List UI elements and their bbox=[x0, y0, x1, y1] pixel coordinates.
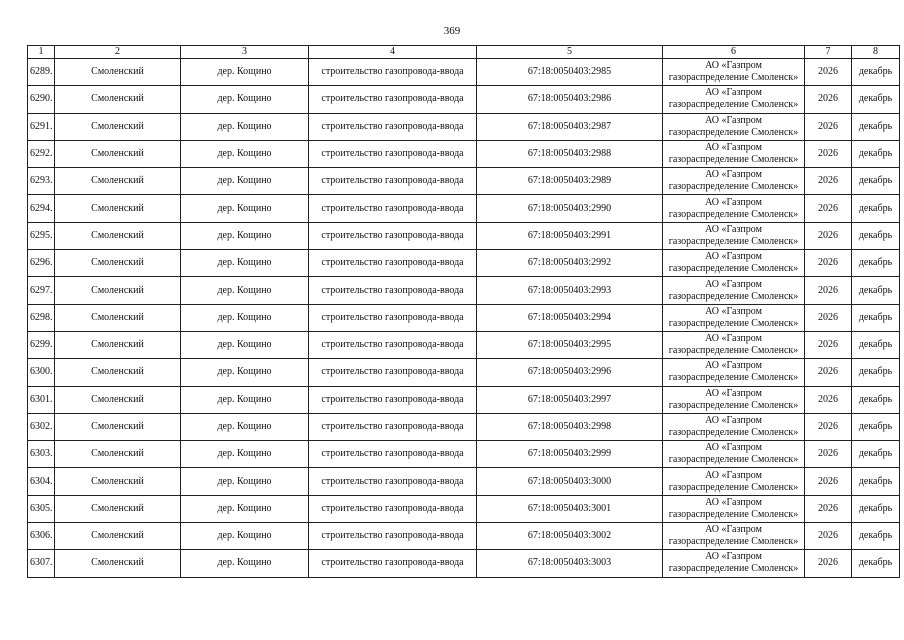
locality-cell: дер. Кощино bbox=[181, 386, 309, 413]
organization-line-1: АО «Газпром bbox=[705, 87, 762, 99]
table-row bbox=[28, 495, 900, 522]
row-number: 6302. bbox=[28, 413, 55, 440]
column-header-4: 4 bbox=[309, 46, 477, 59]
district-cell: Смоленский bbox=[55, 304, 181, 331]
year-cell: 2026 bbox=[805, 441, 852, 468]
district-cell: Смоленский bbox=[55, 140, 181, 167]
organization-line-2: газораспределение Смоленск» bbox=[668, 126, 799, 138]
row-number: 6289. bbox=[28, 59, 55, 86]
year-cell: 2026 bbox=[805, 468, 852, 495]
organization-cell bbox=[663, 277, 805, 304]
organization-line-2: газораспределение Смоленск» bbox=[668, 508, 799, 520]
year-cell: 2026 bbox=[805, 59, 852, 86]
organization-line-1: АО «Газпром bbox=[705, 551, 762, 563]
register-table bbox=[27, 45, 900, 578]
cadastral-number-cell: 67:18:0050403:2997 bbox=[477, 386, 663, 413]
organization-line-1: АО «Газпром bbox=[705, 60, 762, 72]
cadastral-number-cell: 67:18:0050403:2990 bbox=[477, 195, 663, 222]
month-cell: декабрь bbox=[852, 168, 900, 195]
locality-cell: дер. Кощино bbox=[181, 304, 309, 331]
organization-line-1: АО «Газпром bbox=[705, 196, 762, 208]
cadastral-number-cell: 67:18:0050403:2996 bbox=[477, 359, 663, 386]
organization-cell bbox=[663, 495, 805, 522]
work-type-cell: строительство газопровода-ввода bbox=[309, 441, 477, 468]
row-number: 6304. bbox=[28, 468, 55, 495]
organization-cell bbox=[663, 222, 805, 249]
district-cell: Смоленский bbox=[55, 195, 181, 222]
district-cell: Смоленский bbox=[55, 495, 181, 522]
locality-cell: дер. Кощино bbox=[181, 331, 309, 358]
locality-cell: дер. Кощино bbox=[181, 359, 309, 386]
locality-cell: дер. Кощино bbox=[181, 523, 309, 550]
row-number: 6305. bbox=[28, 495, 55, 522]
work-type-cell: строительство газопровода-ввода bbox=[309, 359, 477, 386]
table-row bbox=[28, 468, 900, 495]
organization-line-2: газораспределение Смоленск» bbox=[668, 235, 799, 247]
locality-cell: дер. Кощино bbox=[181, 250, 309, 277]
work-type-cell: строительство газопровода-ввода bbox=[309, 86, 477, 113]
organization-cell bbox=[663, 304, 805, 331]
year-cell: 2026 bbox=[805, 222, 852, 249]
organization-cell bbox=[663, 59, 805, 86]
table-row bbox=[28, 250, 900, 277]
organization-line-2: газораспределение Смоленск» bbox=[668, 99, 799, 111]
district-cell: Смоленский bbox=[55, 413, 181, 440]
row-number: 6290. bbox=[28, 86, 55, 113]
cadastral-number-cell: 67:18:0050403:2993 bbox=[477, 277, 663, 304]
organization-line-1: АО «Газпром bbox=[705, 496, 762, 508]
organization-cell bbox=[663, 168, 805, 195]
year-cell: 2026 bbox=[805, 277, 852, 304]
locality-cell: дер. Кощино bbox=[181, 222, 309, 249]
column-header-5: 5 bbox=[477, 46, 663, 59]
organization-line-1: АО «Газпром bbox=[705, 251, 762, 263]
organization-line-1: АО «Газпром bbox=[705, 387, 762, 399]
month-cell: декабрь bbox=[852, 359, 900, 386]
district-cell: Смоленский bbox=[55, 86, 181, 113]
year-cell: 2026 bbox=[805, 195, 852, 222]
work-type-cell: строительство газопровода-ввода bbox=[309, 222, 477, 249]
column-header-3: 3 bbox=[181, 46, 309, 59]
row-number: 6299. bbox=[28, 331, 55, 358]
year-cell: 2026 bbox=[805, 523, 852, 550]
locality-cell: дер. Кощино bbox=[181, 468, 309, 495]
month-cell: декабрь bbox=[852, 550, 900, 577]
cadastral-number-cell: 67:18:0050403:2991 bbox=[477, 222, 663, 249]
table-row bbox=[28, 413, 900, 440]
district-cell: Смоленский bbox=[55, 441, 181, 468]
year-cell: 2026 bbox=[805, 86, 852, 113]
locality-cell: дер. Кощино bbox=[181, 441, 309, 468]
organization-line-2: газораспределение Смоленск» bbox=[668, 345, 799, 357]
district-cell: Смоленский bbox=[55, 250, 181, 277]
work-type-cell: строительство газопровода-ввода bbox=[309, 495, 477, 522]
month-cell: декабрь bbox=[852, 59, 900, 86]
organization-line-2: газораспределение Смоленск» bbox=[668, 290, 799, 302]
column-header-2: 2 bbox=[55, 46, 181, 59]
table-row bbox=[28, 222, 900, 249]
table-row bbox=[28, 86, 900, 113]
month-cell: декабрь bbox=[852, 277, 900, 304]
district-cell: Смоленский bbox=[55, 59, 181, 86]
organization-cell bbox=[663, 250, 805, 277]
cadastral-number-cell: 67:18:0050403:2994 bbox=[477, 304, 663, 331]
district-cell: Смоленский bbox=[55, 523, 181, 550]
row-number: 6296. bbox=[28, 250, 55, 277]
cadastral-number-cell: 67:18:0050403:3003 bbox=[477, 550, 663, 577]
month-cell: декабрь bbox=[852, 222, 900, 249]
year-cell: 2026 bbox=[805, 304, 852, 331]
organization-line-1: АО «Газпром bbox=[705, 360, 762, 372]
district-cell: Смоленский bbox=[55, 277, 181, 304]
organization-line-1: АО «Газпром bbox=[705, 415, 762, 426]
cadastral-number-cell: 67:18:0050403:2992 bbox=[477, 250, 663, 277]
year-cell: 2026 bbox=[805, 413, 852, 440]
organization-cell bbox=[663, 386, 805, 413]
row-number: 6306. bbox=[28, 523, 55, 550]
organization-line-1: АО «Газпром bbox=[705, 114, 762, 126]
organization-line-1: АО «Газпром bbox=[705, 142, 762, 154]
work-type-cell: строительство газопровода-ввода bbox=[309, 331, 477, 358]
work-type-cell: строительство газопровода-ввода bbox=[309, 168, 477, 195]
cadastral-number-cell: 67:18:0050403:2989 bbox=[477, 168, 663, 195]
organization-line-2: газораспределение Смоленск» bbox=[668, 72, 799, 84]
table-row bbox=[28, 59, 900, 86]
year-cell: 2026 bbox=[805, 113, 852, 140]
work-type-cell: строительство газопровода-ввода bbox=[309, 386, 477, 413]
organization-cell bbox=[663, 413, 805, 440]
district-cell: Смоленский bbox=[55, 168, 181, 195]
row-number: 6301. bbox=[28, 386, 55, 413]
district-cell: Смоленский bbox=[55, 222, 181, 249]
locality-cell: дер. Кощино bbox=[181, 495, 309, 522]
row-number: 6291. bbox=[28, 113, 55, 140]
table-row bbox=[28, 331, 900, 358]
month-cell: декабрь bbox=[852, 468, 900, 495]
row-number: 6292. bbox=[28, 140, 55, 167]
year-cell: 2026 bbox=[805, 386, 852, 413]
row-number: 6300. bbox=[28, 359, 55, 386]
cadastral-number-cell: 67:18:0050403:2987 bbox=[477, 113, 663, 140]
cadastral-number-cell: 67:18:0050403:2998 bbox=[477, 413, 663, 440]
table-row bbox=[28, 523, 900, 550]
row-number: 6303. bbox=[28, 441, 55, 468]
organization-line-2: газораспределение Смоленск» bbox=[668, 317, 799, 329]
work-type-cell: строительство газопровода-ввода bbox=[309, 59, 477, 86]
organization-line-2: газораспределение Смоленск» bbox=[668, 563, 799, 575]
organization-line-2: газораспределение Смоленск» bbox=[668, 208, 799, 220]
cadastral-number-cell: 67:18:0050403:2995 bbox=[477, 331, 663, 358]
organization-cell bbox=[663, 331, 805, 358]
year-cell: 2026 bbox=[805, 140, 852, 167]
work-type-cell: строительство газопровода-ввода bbox=[309, 413, 477, 440]
year-cell: 2026 bbox=[805, 495, 852, 522]
table-body bbox=[28, 59, 900, 578]
table-row bbox=[28, 304, 900, 331]
cadastral-number-cell: 67:18:0050403:2988 bbox=[477, 140, 663, 167]
organization-cell bbox=[663, 441, 805, 468]
table-row bbox=[28, 113, 900, 140]
organization-line-1: АО «Газпром bbox=[705, 278, 762, 290]
organization-line-1: АО «Газпром bbox=[705, 442, 762, 454]
organization-cell bbox=[663, 86, 805, 113]
organization-line-2: газораспределение Смоленск» bbox=[668, 154, 799, 166]
header-row bbox=[28, 46, 900, 59]
month-cell: декабрь bbox=[852, 195, 900, 222]
organization-cell bbox=[663, 113, 805, 140]
work-type-cell: строительство газопровода-ввода bbox=[309, 550, 477, 577]
locality-cell: дер. Кощино bbox=[181, 140, 309, 167]
district-cell: Смоленский bbox=[55, 359, 181, 386]
table-row bbox=[28, 168, 900, 195]
table-row bbox=[28, 359, 900, 386]
month-cell: декабрь bbox=[852, 331, 900, 358]
cadastral-number-cell: 67:18:0050403:2999 bbox=[477, 441, 663, 468]
table-header bbox=[28, 46, 900, 59]
organization-cell bbox=[663, 468, 805, 495]
year-cell: 2026 bbox=[805, 359, 852, 386]
row-number: 6294. bbox=[28, 195, 55, 222]
year-cell: 2026 bbox=[805, 331, 852, 358]
district-cell: Смоленский bbox=[55, 468, 181, 495]
row-number: 6307. bbox=[28, 550, 55, 577]
month-cell: декабрь bbox=[852, 113, 900, 140]
cadastral-number-cell: 67:18:0050403:3000 bbox=[477, 468, 663, 495]
column-header-6: 6 bbox=[663, 46, 805, 59]
work-type-cell: строительство газопровода-ввода bbox=[309, 304, 477, 331]
work-type-cell: строительство газопровода-ввода bbox=[309, 250, 477, 277]
month-cell: декабрь bbox=[852, 495, 900, 522]
cadastral-number-cell: 67:18:0050403:2985 bbox=[477, 59, 663, 86]
table-row bbox=[28, 441, 900, 468]
work-type-cell: строительство газопровода-ввода bbox=[309, 113, 477, 140]
organization-cell bbox=[663, 359, 805, 386]
organization-line-2: газораспределение Смоленск» bbox=[668, 399, 799, 411]
locality-cell: дер. Кощино bbox=[181, 113, 309, 140]
organization-line-1: АО «Газпром bbox=[705, 223, 762, 235]
organization-cell bbox=[663, 523, 805, 550]
year-cell: 2026 bbox=[805, 250, 852, 277]
column-header-1: 1 bbox=[28, 46, 55, 59]
organization-line-1: АО «Газпром bbox=[705, 169, 762, 181]
table-row bbox=[28, 550, 900, 577]
organization-line-1: АО «Газпром bbox=[705, 305, 762, 317]
cadastral-number-cell: 67:18:0050403:3002 bbox=[477, 523, 663, 550]
column-header-8: 8 bbox=[852, 46, 900, 59]
organization-line-1: АО «Газпром bbox=[705, 524, 762, 536]
work-type-cell: строительство газопровода-ввода bbox=[309, 468, 477, 495]
table-row bbox=[28, 386, 900, 413]
page-number: 369 bbox=[443, 25, 461, 37]
cadastral-number-cell: 67:18:0050403:2986 bbox=[477, 86, 663, 113]
district-cell: Смоленский bbox=[55, 113, 181, 140]
month-cell: декабрь bbox=[852, 523, 900, 550]
locality-cell: дер. Кощино bbox=[181, 195, 309, 222]
organization-line-2: газораспределение Смоленск» bbox=[668, 454, 799, 466]
work-type-cell: строительство газопровода-ввода bbox=[309, 277, 477, 304]
work-type-cell: строительство газопровода-ввода bbox=[309, 195, 477, 222]
organization-line-2: газораспределение Смоленск» bbox=[668, 181, 799, 193]
organization-line-2: газораспределение Смоленск» bbox=[668, 481, 799, 493]
organization-line-1: АО «Газпром bbox=[705, 469, 762, 481]
year-cell: 2026 bbox=[805, 168, 852, 195]
district-cell: Смоленский bbox=[55, 550, 181, 577]
district-cell: Смоленский bbox=[55, 331, 181, 358]
locality-cell: дер. Кощино bbox=[181, 277, 309, 304]
table-row bbox=[28, 277, 900, 304]
locality-cell: дер. Кощино bbox=[181, 413, 309, 440]
organization-cell bbox=[663, 195, 805, 222]
table-row bbox=[28, 195, 900, 222]
organization-line-2: газораспределение Смоленск» bbox=[668, 427, 799, 438]
locality-cell: дер. Кощино bbox=[181, 86, 309, 113]
work-type-cell: строительство газопровода-ввода bbox=[309, 523, 477, 550]
row-number: 6293. bbox=[28, 168, 55, 195]
row-number: 6295. bbox=[28, 222, 55, 249]
locality-cell: дер. Кощино bbox=[181, 168, 309, 195]
organization-line-2: газораспределение Смоленск» bbox=[668, 372, 799, 384]
month-cell: декабрь bbox=[852, 86, 900, 113]
work-type-cell: строительство газопровода-ввода bbox=[309, 140, 477, 167]
row-number: 6298. bbox=[28, 304, 55, 331]
month-cell: декабрь bbox=[852, 441, 900, 468]
month-cell: декабрь bbox=[852, 413, 900, 440]
district-cell: Смоленский bbox=[55, 386, 181, 413]
month-cell: декабрь bbox=[852, 386, 900, 413]
locality-cell: дер. Кощино bbox=[181, 550, 309, 577]
organization-line-2: газораспределение Смоленск» bbox=[668, 536, 799, 548]
organization-line-2: газораспределение Смоленск» bbox=[668, 263, 799, 275]
month-cell: декабрь bbox=[852, 250, 900, 277]
organization-cell bbox=[663, 550, 805, 577]
month-cell: декабрь bbox=[852, 304, 900, 331]
column-header-7: 7 bbox=[805, 46, 852, 59]
locality-cell: дер. Кощино bbox=[181, 59, 309, 86]
row-number: 6297. bbox=[28, 277, 55, 304]
month-cell: декабрь bbox=[852, 140, 900, 167]
table-row bbox=[28, 140, 900, 167]
cadastral-number-cell: 67:18:0050403:3001 bbox=[477, 495, 663, 522]
year-cell: 2026 bbox=[805, 550, 852, 577]
organization-line-1: АО «Газпром bbox=[705, 333, 762, 345]
organization-cell bbox=[663, 140, 805, 167]
